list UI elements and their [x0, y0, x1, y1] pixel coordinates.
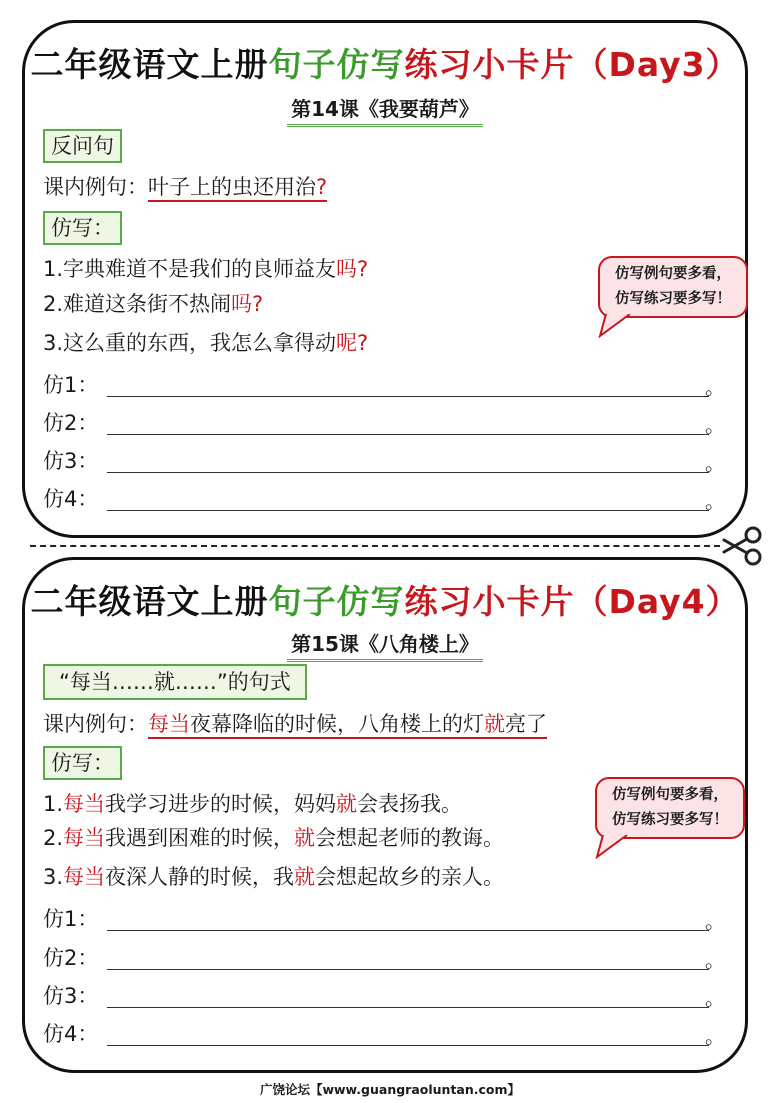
footer-source: 广饶论坛【www.guangraoluntan.com】 — [259, 1082, 521, 1097]
bubble-tail-icon — [598, 314, 638, 338]
answer-blank-3[interactable]: 仿3： 。 — [43, 984, 725, 1010]
scissors-icon — [720, 526, 766, 566]
sample-sentence: 3.这么重的东西，我怎么拿得动呢? — [43, 331, 369, 355]
example-sentence: 课内例句：每当夜幕降临的时候，八角楼上的灯就亮了 — [43, 710, 547, 738]
answer-blank-4[interactable]: 仿4： 。 — [43, 487, 725, 513]
tip-bubble: 仿写例句要多看， 仿写练习要多写！ — [598, 256, 748, 318]
answer-blank-3[interactable]: 仿3： 。 — [43, 449, 725, 475]
imitate-label: 仿写： — [43, 746, 122, 780]
cut-line — [30, 545, 720, 547]
answer-blank-2[interactable]: 仿2： 。 — [43, 411, 725, 437]
answer-blank-1[interactable]: 仿1： 。 — [43, 373, 725, 399]
imitate-label: 仿写： — [43, 211, 122, 245]
sample-sentence: 2.难道这条街不热闹吗? — [43, 292, 264, 316]
tip-bubble: 仿写例句要多看， 仿写练习要多写！ — [595, 777, 745, 839]
sample-sentence: 2.每当我遇到困难的时候，就会想起老师的教诲。 — [43, 826, 505, 850]
card-title: 二年级语文上册句子仿写练习小卡片（Day4） — [30, 582, 740, 621]
sample-sentence: 1.每当我学习进步的时候，妈妈就会表扬我。 — [43, 792, 463, 816]
sentence-type-label: “每当……就……”的句式 — [43, 664, 307, 700]
sample-sentence: 3.每当夜深人静的时候，我就会想起故乡的亲人。 — [43, 865, 505, 889]
card-title: 二年级语文上册句子仿写练习小卡片（Day3） — [30, 45, 740, 84]
card-day3 — [22, 20, 748, 538]
bubble-tail-icon — [595, 835, 635, 859]
answer-blank-2[interactable]: 仿2： 。 — [43, 946, 725, 972]
answer-blank-4[interactable]: 仿4： 。 — [43, 1022, 725, 1048]
lesson-title: 第14课《我要葫芦》 — [25, 93, 745, 127]
example-sentence: 课内例句：叶子上的虫还用治? — [43, 173, 327, 201]
sample-sentence: 1.字典难道不是我们的良师益友吗? — [43, 257, 369, 281]
sentence-type-label: 反问句 — [43, 129, 122, 163]
card-day4 — [22, 557, 748, 1073]
answer-blank-1[interactable]: 仿1： 。 — [43, 907, 725, 933]
lesson-title: 第15课《八角楼上》 — [25, 628, 745, 662]
